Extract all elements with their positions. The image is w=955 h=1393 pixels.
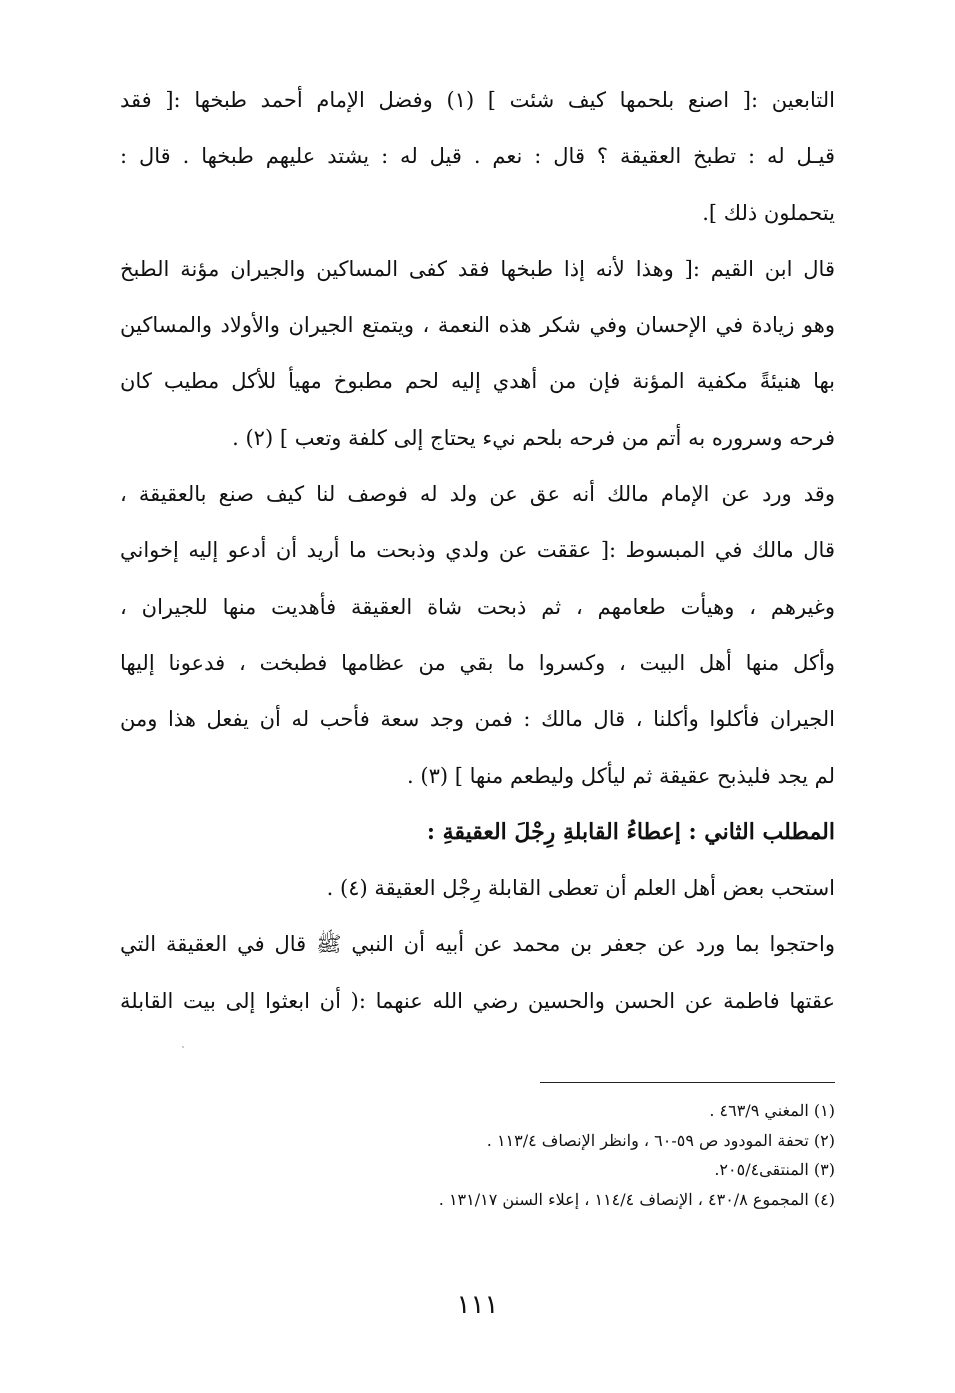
page-number: ١١١	[456, 1290, 499, 1320]
text-line: قال مالك في المبسوط :[ عققت عن ولدي وذبحت ما أريد أن أدعو إليه إخواني	[120, 538, 835, 563]
body-text	[120, 72, 835, 1029]
text-line: قيـل له : تطبخ العقيقة ؟ قال : نعم . قيل له : يشتد عليهم طبخها . قال :	[120, 144, 835, 169]
text-line: يتحملون ذلك ].	[702, 200, 835, 225]
text-line: وغيرهم ، وهيأت طعامهم ، ثم ذبحت شاة العقيقة فأهديت منها للجيران ،	[120, 594, 835, 619]
text-line: واحتجوا بما ورد عن جعفر بن محمد عن أبيه أن النبي ﷺ قال في العقيقة التي	[120, 932, 835, 957]
footnote-separator	[540, 1082, 835, 1083]
text-line: وأكل منها أهل البيت ، وكسروا ما بقي من عظامها فطبخت ، فدعونا إليها	[120, 650, 835, 675]
text-line: وقد ورد عن الإمام مالك أنه عق عن ولد له فوصف لنا كيف صنع بالعقيقة ،	[120, 482, 835, 507]
footnote: (١) المغني ٤٦٣/٩ .	[709, 1101, 835, 1120]
scan-speck	[182, 1046, 184, 1048]
text-line: بها هنيئةً مكفية المؤنة فإن من أهدي إليه لحم مطبوخ مهيأ للأكل مطيب كان	[120, 369, 835, 394]
footnote: (٤) المجموع ٤٣٠/٨ ، الإنصاف ١١٤/٤ ، إعلاء السنن ١٣١/١٧ .	[438, 1189, 835, 1209]
text-line: التابعين :[ اصنع بلحمها كيف شئت ] (١) وفضل الإمام أحمد طبخها :[ فقد	[120, 88, 835, 112]
text-line: فرحه وسروره به أتم من فرحه بلحم نيء يحتاج إلى كلفة وتعب ] (٢) .	[232, 425, 835, 450]
text-line: وهو زيادة في الإحسان وفي شكر هذه النعمة ، ويتمتع الجيران والأولاد والمساكين	[120, 313, 835, 338]
text-line: عقتها فاطمة عن الحسن والحسين رضي الله عنهما :( أن ابعثوا إلى بيت القابلة	[120, 988, 835, 1013]
footnote: (٢) تحفة المودود ص ٥٩-٦٠ ، وانظر الإنصاف ١١٣/٤ .	[486, 1130, 835, 1150]
footnote: (٣) المنتقى٢٠٥/٤.	[714, 1160, 835, 1179]
text-line: استحب بعض أهل العلم أن تعطى القابلة رِجْل العقيقة (٤) .	[326, 876, 835, 901]
footnotes	[120, 1096, 835, 1214]
section-heading: المطلب الثاني : إعطاءُ القابلةِ رِجْلَ العقيقةِ :	[426, 818, 835, 845]
text-line: قال ابن القيم :[ وهذا لأنه إذا طبخها فقد كفى المساكين والجيران مؤنة الطبخ	[120, 256, 835, 281]
text-line: لم يجد فليذبح عقيقة ثم ليأكل وليطعم منها ] (٣) .	[407, 763, 835, 788]
text-line: الجيران فأكلوا وأكلنا ، قال مالك : فمن وجد سعة فأحب له أن يفعل هذا ومن	[120, 707, 835, 732]
